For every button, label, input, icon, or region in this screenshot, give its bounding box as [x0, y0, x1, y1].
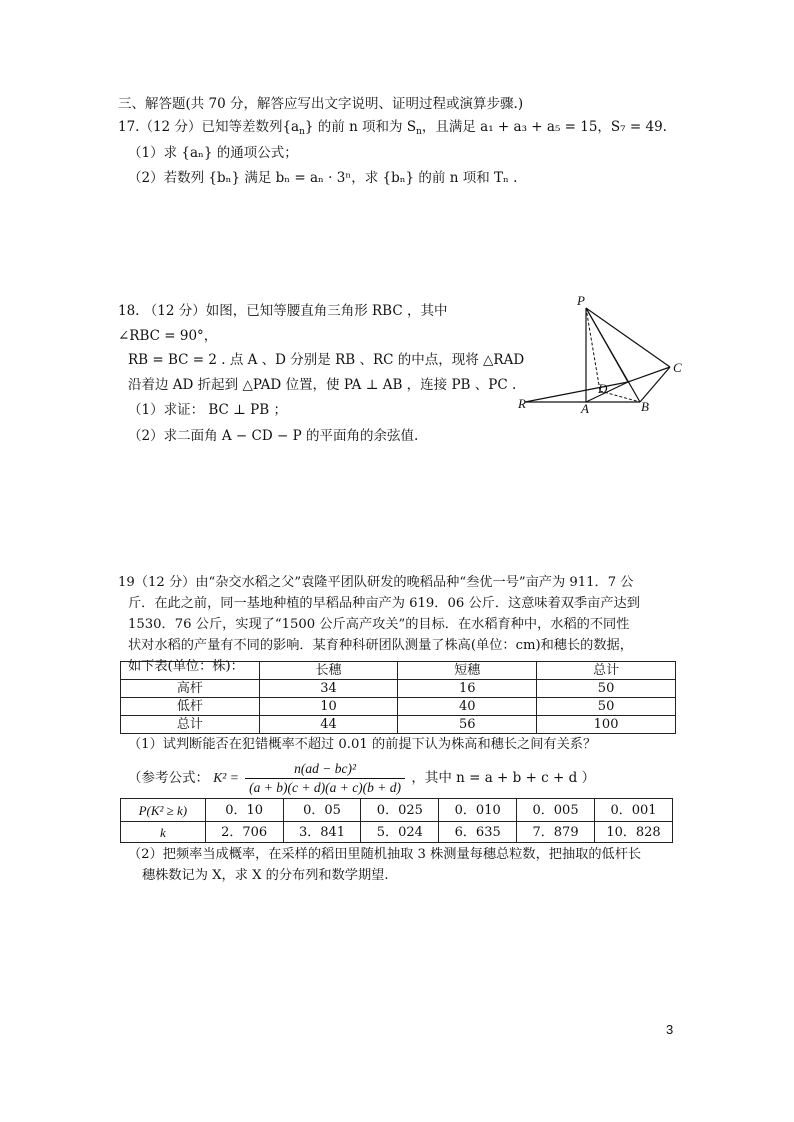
q17-part2: （2）若数列 {bₙ} 满足 bₙ = aₙ · 3ⁿ，求 {bₙ} 的前 n 项和 Tₙ . — [128, 170, 518, 186]
table-cell: 34 — [259, 680, 398, 698]
table-cell: 0．001 — [595, 799, 673, 822]
label-P: P — [577, 293, 585, 308]
q18-line4: 沿着边 AD 折起到 △PAD 位置，使 PA ⊥ AB ，连接 PB 、PC . — [128, 377, 517, 393]
edge-PB — [586, 308, 640, 402]
q17-seq-close: } — [304, 119, 314, 135]
q18-line3: RB = BC = 2 . 点 A 、D 分别是 RB 、RC 的中点，现将 △RAD — [128, 352, 525, 368]
table-cell: k — [121, 822, 206, 843]
label-R: R — [518, 396, 526, 411]
table-cell: 44 — [259, 716, 398, 734]
q19-part1: （1）试判断能否在犯错概率不超过 0.01 的前提下认为株高和穗长之间有关系？ — [128, 737, 597, 752]
q17-lead: 17.（12 分）已知等差数列 — [118, 119, 283, 135]
edge-BC — [640, 367, 670, 402]
table-cell: 0．010 — [439, 799, 517, 822]
table-cell: 56 — [398, 716, 537, 734]
table-row — [121, 799, 673, 822]
hidden-edge-2 — [600, 391, 640, 402]
q17-seq: {a — [282, 119, 300, 135]
table-header: 总计 — [537, 662, 676, 680]
label-A: A — [581, 401, 589, 416]
table-cell: 50 — [537, 698, 676, 716]
table-row — [121, 698, 676, 716]
q17-condition: ，且满足 a₁ + a₃ + a₅ = 15，S₇ = 49. — [421, 119, 667, 135]
q17-part1: （1）求 {aₙ} 的通项公式； — [128, 145, 298, 161]
table-row — [121, 680, 676, 698]
section-title: 三、解答题(共 70 分，解答应写出文字说明、证明过程或演算步骤.) — [118, 96, 524, 112]
formula-denominator: (a + b)(c + d)(a + c)(b + d) — [249, 780, 402, 795]
edge-PD — [586, 308, 628, 382]
label-C: C — [673, 360, 682, 375]
formula-numerator: n(ad − bc)² — [245, 760, 405, 779]
table-cell: 低杆 — [121, 698, 260, 716]
table-row — [121, 662, 676, 680]
page-number: 3 — [666, 1022, 674, 1037]
q19-formula — [128, 758, 595, 798]
table-cell: 总计 — [121, 716, 260, 734]
table-cell: 10 — [259, 698, 398, 716]
formula-lhs: K² = — [213, 770, 239, 785]
q19-critical-value-table — [120, 798, 673, 843]
q18-line1: 18. （12 分）如图，已知等腰直角三角形 RBC ，其中 — [118, 303, 448, 319]
table-cell: 7．879 — [517, 822, 595, 843]
label-D: D — [598, 381, 608, 396]
table-cell: 16 — [398, 680, 537, 698]
table-cell: 40 — [398, 698, 537, 716]
q17-mid-sub: n — [416, 127, 422, 137]
q18-line2: ∠RBC = 90°， — [118, 328, 218, 344]
edge-AD — [586, 382, 628, 402]
table-cell: 0．10 — [205, 799, 283, 822]
hidden-edge-1 — [586, 308, 600, 391]
table-cell: 5．024 — [361, 822, 439, 843]
table-cell: 高杆 — [121, 680, 260, 698]
edge-PC — [586, 308, 670, 367]
q19-part2-line1: （2）把频率当成概率，在采样的稻田里随机抽取 3 株测量每穗总粒数，把抽取的低杆长 — [128, 847, 642, 862]
table-cell: 0．005 — [517, 799, 595, 822]
q19-part2-line2: 穗株数记为 X，求 X 的分布列和数学期望. — [142, 868, 389, 883]
formula-tail: ，其中 n = a + b + c + d ） — [411, 770, 596, 786]
q17-mid: 的前 n 项和为 S — [313, 119, 417, 135]
q19-line4: 状对水稻的产量有不同的影响．某育种科研团队测量了株高(单位：cm)和穗长的数据， — [128, 638, 633, 653]
table-row — [121, 822, 673, 843]
formula-lead: （参考公式： — [128, 770, 209, 786]
q17-seq-sub: n — [299, 127, 305, 137]
table-cell: 3．841 — [283, 822, 361, 843]
q18-part2: （2）求二面角 A − CD − P 的平面角的余弦值. — [128, 428, 419, 444]
q19-line3: 1530．76 公斤，实现了“1500 公斤高产攻关”的目标．在水稻育种中，水稻的不同性 — [128, 617, 630, 632]
table-cell: 10．828 — [595, 822, 673, 843]
table-cell: 0．025 — [361, 799, 439, 822]
table-header: 短穗 — [398, 662, 537, 680]
table-cell: 100 — [537, 716, 676, 734]
edge-DC — [628, 367, 670, 382]
table-cell: 2．706 — [205, 822, 283, 843]
label-B: B — [641, 399, 649, 414]
q18-part1: （1）求证： BC ⊥ PB ； — [128, 402, 287, 418]
q19-line5: 如下表(单位：株)： — [128, 659, 244, 674]
q17-statement — [118, 117, 667, 142]
formula-fraction — [245, 760, 405, 797]
table-cell: 50 — [537, 680, 676, 698]
table-cell — [121, 662, 260, 680]
table-row — [121, 716, 676, 734]
q19-line2: 斤．在此之前，同一基地种植的早稻品种亩产为 619．06 公斤．这意味着双季亩产达到 — [128, 596, 640, 611]
table-cell: P(K² ≥ k) — [121, 799, 206, 822]
q19-line1: 19（12 分）由“杂交水稻之父”袁隆平团队研发的晚稻品种“叁优一号”亩产为 911．7 公 — [118, 575, 634, 590]
table-cell: 0．05 — [283, 799, 361, 822]
table-cell: 6．635 — [439, 822, 517, 843]
q19-data-table — [120, 661, 676, 734]
edge-RD — [525, 382, 628, 402]
table-header: 长穗 — [259, 662, 398, 680]
